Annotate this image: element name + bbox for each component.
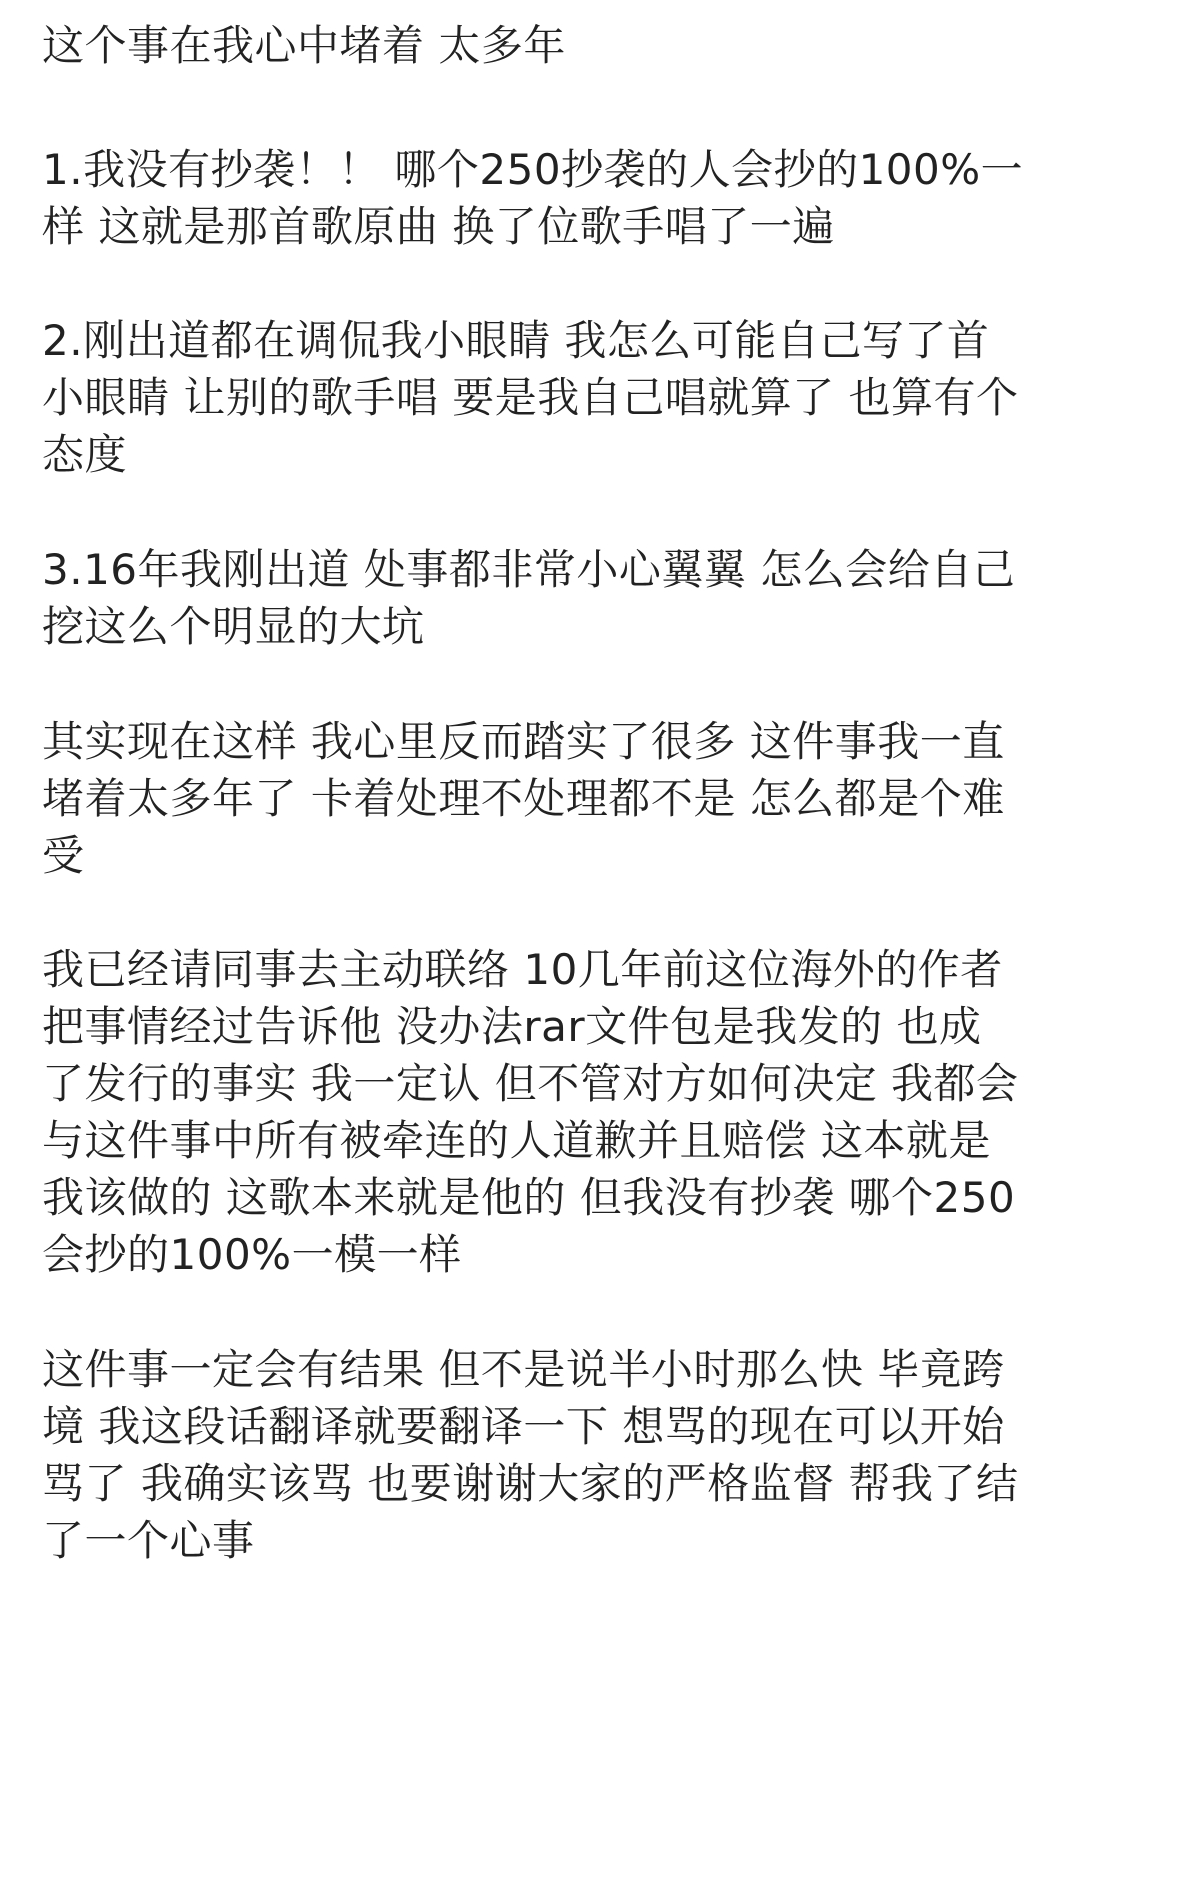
text-line: 受	[42, 831, 85, 880]
text-line: 这个事在我心中堵着 太多年	[42, 21, 566, 70]
text-line: 1.我没有抄袭！！ 哪个250抄袭的人会抄的100%一	[42, 145, 1024, 194]
text-line: 态度	[42, 430, 128, 479]
text-line: 会抄的100%一模一样	[42, 1230, 462, 1279]
text-line: 2.刚出道都在调侃我小眼睛 我怎么可能自己写了首	[42, 316, 990, 365]
text-line: 其实现在这样 我心里反而踏实了很多 这件事我一直	[42, 717, 1005, 766]
text-line: 了发行的事实 我一定认 但不管对方如何决定 我都会	[42, 1059, 1019, 1108]
text-line: 挖这么个明显的大坑	[42, 602, 425, 651]
text-line: 堵着太多年了 卡着处理不处理都不是 怎么都是个难	[42, 774, 1005, 823]
text-line: 把事情经过告诉他 没办法rar文件包是我发的 也成	[42, 1002, 982, 1051]
text-line: 样 这就是那首歌原曲 换了位歌手唱了一遍	[42, 202, 835, 251]
text-line: 与这件事中所有被牵连的人道歉并且赔偿 这本就是	[42, 1116, 991, 1165]
text-line: 小眼睛 让别的歌手唱 要是我自己唱就算了 也算有个	[42, 373, 1019, 422]
text-line: 我已经请同事去主动联络 10几年前这位海外的作者	[42, 945, 1003, 994]
text-line: 骂了 我确实该骂 也要谢谢大家的严格监督 帮我了结	[42, 1459, 1019, 1508]
text-line: 我该做的 这歌本来就是他的 但我没有抄袭 哪个250	[42, 1173, 1016, 1222]
text-line: 这件事一定会有结果 但不是说半小时那么快 毕竟跨	[42, 1345, 1005, 1394]
text-line: 3.16年我刚出道 处事都非常小心翼翼 怎么会给自己	[42, 545, 1016, 594]
text-line: 了一个心事	[42, 1516, 255, 1565]
text-line: 境 我这段话翻译就要翻译一下 想骂的现在可以开始	[42, 1402, 1005, 1451]
